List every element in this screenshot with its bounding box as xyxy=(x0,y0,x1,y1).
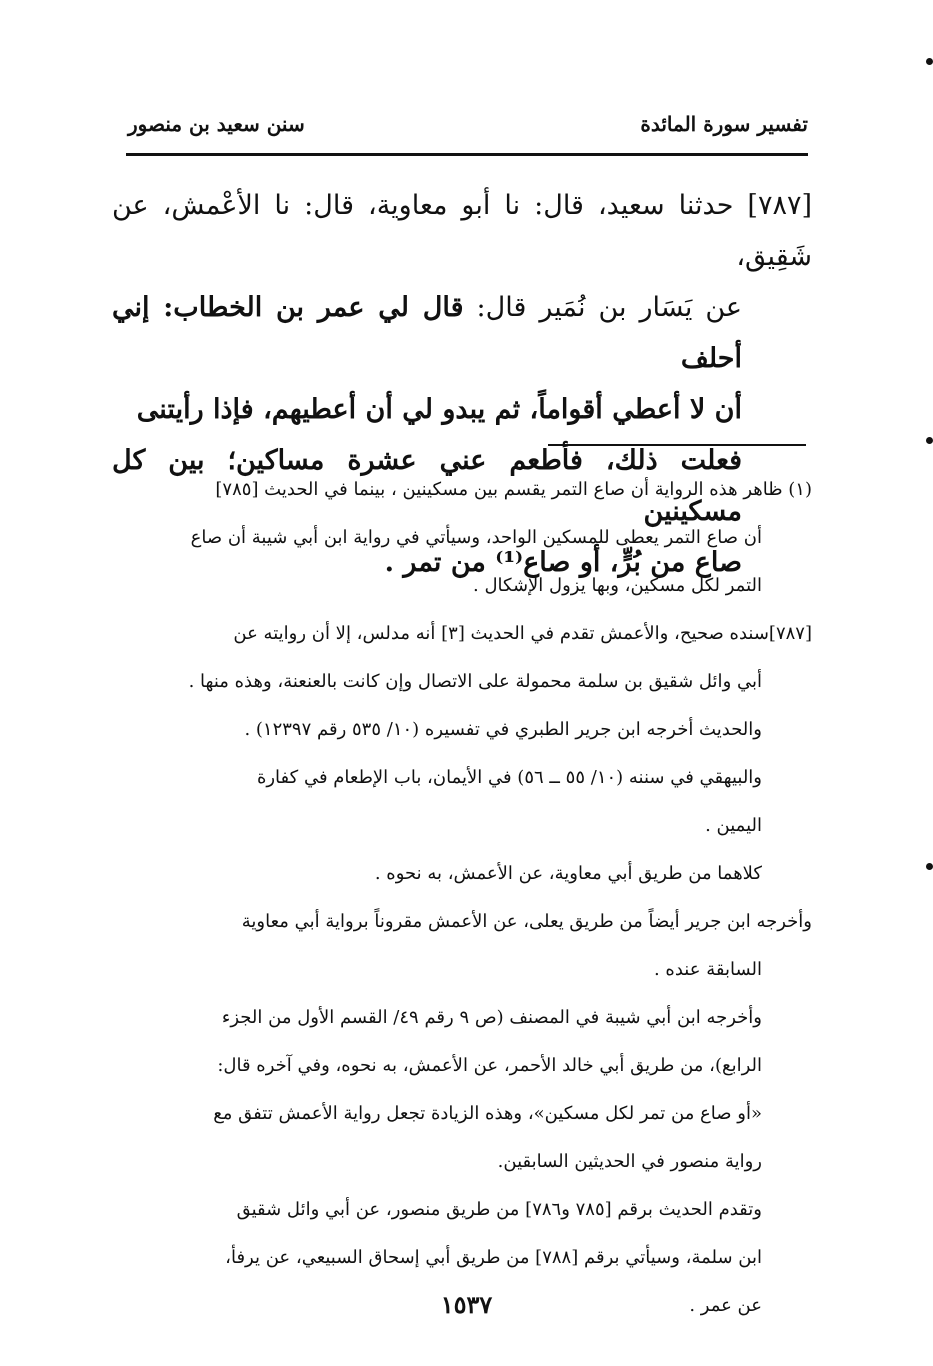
matn-start: قال لي عمر بن الخطاب: إني أحلف xyxy=(112,292,742,374)
takhrij-line: وتقدم الحديث برقم [٧٨٥ و٧٨٦] من طريق منصور، عن أبي وائل شقيق xyxy=(236,1199,762,1220)
takhrij-line: وأخرجه ابن أبي شيبة في المصنف (ص ٩ رقم ٤٩/ القسم الأول من الجزء xyxy=(221,1007,762,1028)
footnotes xyxy=(114,466,812,1330)
header-rule xyxy=(126,153,808,156)
takhrij-line: [٧٨٧]سنده صحيح، والأعمش تقدم في الحديث [٣] أنه مدلس، إلا أن روايته عن xyxy=(233,623,812,644)
hadith-line-5: صاع من بُرٍّ، أو صاع⁽¹⁾ من تمر . xyxy=(384,547,742,578)
book-title: سنن سعيد بن منصور xyxy=(128,112,305,136)
takhrij-line: كلاهما من طريق أبي معاوية، عن الأعمش، به نحوه . xyxy=(374,863,762,884)
takhrij-line: الرابع)، من طريق أبي خالد الأحمر، عن الأعمش، به نحوه، وفي آخره قال: xyxy=(217,1055,762,1076)
section-title: تفسير سورة المائدة xyxy=(640,112,808,136)
takhrij-line: ابن سلمة، وسيأتي برقم [٧٨٨] من طريق أبي إسحاق السبيعي، عن يرفأ، xyxy=(225,1247,762,1268)
hadith-number: [٧٨٧] xyxy=(747,190,812,221)
takhrij-line: والبيهقي في سننه (١٠/ ٥٥ ــ ٥٦) في الأيمان، باب الإطعام في كفارة xyxy=(256,767,762,788)
hadith-line-2 xyxy=(112,282,742,384)
running-header xyxy=(128,112,808,142)
page-number: ١٥٣٧ xyxy=(440,1290,493,1319)
takhrij-line: والحديث أخرجه ابن جرير الطبري في تفسيره (١٠/ ٥٣٥ رقم ١٢٣٩٧) . xyxy=(244,719,762,740)
takhrij-line: وأخرجه ابن جرير أيضاً من طريق يعلى، عن الأعمش مقروناً برواية أبي معاوية xyxy=(241,911,812,932)
hadith-line-3: أن لا أعطي أقواماً، ثم يبدو لي أن أعطيهم، فإذا رأيتنى xyxy=(136,394,742,425)
hadith-line-1 xyxy=(112,180,812,282)
takhrij-line: رواية منصور في الحديثين السابقين. xyxy=(497,1151,762,1172)
scan-mark xyxy=(926,437,933,444)
takhrij-line: اليمين . xyxy=(705,815,762,836)
takhrij-line: السابقة عنده . xyxy=(653,959,762,980)
footnote-line: أن صاع التمر يعطى للمسكين الواحد، وسيأتي في رواية ابن أبي شيبة أن صاع xyxy=(190,527,762,548)
takhrij-line: عن عمر . xyxy=(689,1295,762,1316)
footnote-line: (١) ظاهر هذه الرواية أن صاع التمر يقسم بين مسكينين ، بينما في الحديث [٧٨٥] xyxy=(215,479,812,500)
takhrij-line: «أو صاع من تمر لكل مسكين»، وهذه الزيادة تجعل رواية الأعمش تتفق مع xyxy=(213,1103,762,1124)
hadith-isnad: حدثنا سعيد، قال: نا أبو معاوية، قال: نا الأعْمش، عن شَقِيق، xyxy=(112,190,812,272)
scan-mark xyxy=(926,58,933,65)
takhrij-line: أبي وائل شقيق بن سلمة محمولة على الاتصال وإن كانت بالعنعنة، وهذه منها . xyxy=(188,671,762,692)
hadith-line-4: فعلت ذلك، فأطعم عني عشرة مساكين؛ بين كل مسكينين xyxy=(112,445,742,527)
isnad-continuation: عن يَسَار بن نُمَير قال: xyxy=(463,292,743,323)
footnote-line: التمر لكل مسكين، وبها يزول الإشكال . xyxy=(473,575,762,596)
footnote-separator xyxy=(548,444,806,446)
scan-mark xyxy=(926,863,933,870)
